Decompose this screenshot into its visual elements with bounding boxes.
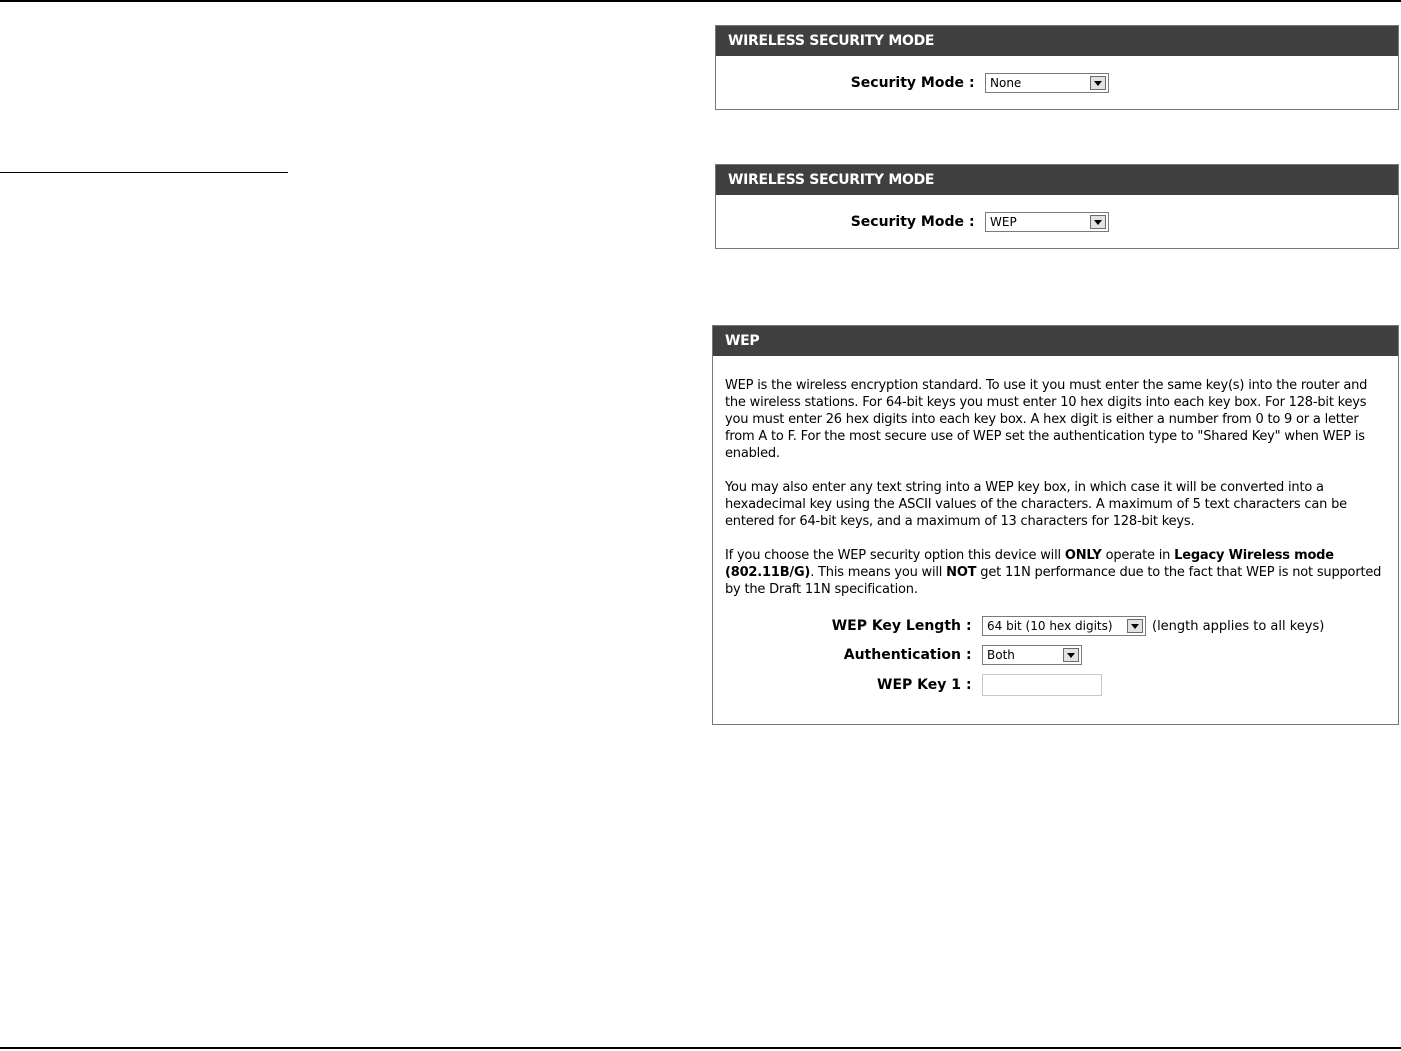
wep-legacy-paragraph [713, 547, 1398, 598]
security-mode-label: Security Mode [850, 75, 964, 91]
security-mode-select[interactable] [985, 73, 1109, 93]
chevron-down-icon[interactable] [1127, 619, 1143, 633]
wep-key1-label: WEP Key 1 [877, 677, 961, 693]
chevron-down-icon[interactable] [1090, 215, 1106, 229]
security-mode-panel-none [715, 25, 1399, 110]
panel-title: WIRELESS SECURITY MODE [716, 165, 1398, 195]
separator: : [966, 618, 972, 634]
legacy-text-4: get 11N performance due to the fact that WEP is not supported by the Draft 11N specification. [725, 565, 1382, 597]
wep-key-length-label: WEP Key Length [831, 618, 961, 634]
authentication-value: Both [987, 648, 1015, 662]
wep-key-length-hint: (length applies to all keys) [1152, 618, 1325, 634]
only-emphasis: ONLY [1064, 548, 1102, 563]
legacy-text-3: . This means you will [810, 565, 947, 580]
security-mode-panel-wep [715, 164, 1399, 249]
section-rule [0, 172, 288, 173]
separator: : [969, 75, 975, 91]
chevron-down-icon[interactable] [1063, 648, 1079, 662]
wep-key1-input[interactable] [982, 674, 1102, 696]
authentication-label: Authentication [843, 647, 961, 663]
not-emphasis: NOT [946, 565, 977, 580]
legacy-mode-emphasis: Legacy Wireless mode (802.11B/G) [725, 548, 1334, 580]
security-mode-row [716, 210, 1398, 234]
security-mode-value: None [990, 76, 1022, 90]
wep-key-length-value: 64 bit (10 hex digits) [987, 619, 1113, 633]
wep-panel [712, 325, 1399, 725]
wep-key-length-select[interactable] [982, 616, 1146, 636]
separator: : [966, 647, 972, 663]
legacy-text-2: operate in [1101, 548, 1175, 563]
authentication-row [713, 640, 1398, 670]
authentication-select[interactable] [982, 645, 1082, 665]
security-mode-row [716, 71, 1398, 95]
wep-description-paragraph: WEP is the wireless encryption standard. To use it you must enter the same key(s) into the router and the wireless stations. For 64-bit keys you must enter 10 hex digits into each key box. For 128-bit keys you must enter 26 hex digits into each key box. A hex digit is either a number from 0 to 9 or a letter from A to F. For the most secure use of WEP set the authentication type to "Shared Key" when WEP is enabled. [725, 378, 1368, 461]
separator: : [969, 214, 975, 230]
security-mode-label: Security Mode [850, 214, 964, 230]
top-rule [0, 0, 1401, 2]
wep-panel-title: WEP [713, 326, 1398, 356]
panel-title: WIRELESS SECURITY MODE [716, 26, 1398, 56]
security-mode-select[interactable] [985, 212, 1109, 232]
bottom-rule [0, 1047, 1401, 1049]
wep-text-key-paragraph: You may also enter any text string into a WEP key box, in which case it will be converted into a hexadecimal key using the ASCII values of the characters. A maximum of 5 text characters can be entered for 64-bit keys, and a maximum of 13 characters for 128-bit keys. [725, 480, 1347, 529]
wep-key1-row [713, 670, 1398, 700]
legacy-text-1: If you choose the WEP security option this device will [725, 548, 1065, 563]
wep-key-length-row [713, 612, 1398, 640]
separator: : [966, 677, 972, 693]
chevron-down-icon[interactable] [1090, 76, 1106, 90]
security-mode-value: WEP [990, 215, 1017, 229]
